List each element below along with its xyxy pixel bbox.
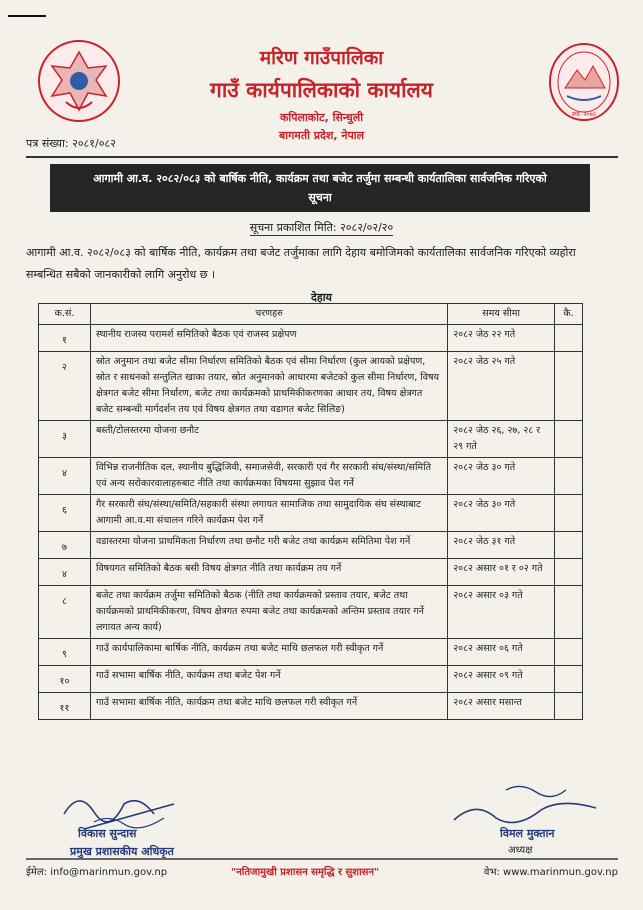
- cell-step: बस्ती/टोलस्तरमा योजना छनौट: [90, 421, 447, 458]
- cell-step: गाउँ सभामा बार्षिक नीति, कार्यक्रम तथा बजेट माथि छलफल गरी स्वीकृत गर्ने: [90, 693, 447, 720]
- cell-step: विभिन्न राजनीतिक दल, स्थानीय बुद्धिजिवी, समाजसेवी, सरकारी एवं गैर सरकारी संघ/संस्था/समिति एवं अन्य सरोकारवालाहरुबाट नीति तथा कार्यक्रमका विषयमा सुझाव पेश गर्ने: [90, 458, 447, 495]
- cell-sn: ३: [39, 421, 91, 458]
- cell-sn: ९: [39, 639, 91, 666]
- left-signatory-post: प्रमुख प्रशासकीय अधिकृत: [70, 845, 174, 858]
- table-row: [39, 458, 583, 495]
- header-divider: [26, 156, 618, 158]
- cell-sn: ४: [39, 458, 91, 495]
- cell-sn: ७: [39, 532, 91, 559]
- cell-date: २०८२ असार ०३ गते: [448, 586, 555, 639]
- top-dash: [8, 15, 46, 17]
- header-sn: क.सं.: [39, 304, 91, 325]
- cell-sn: २: [39, 352, 91, 421]
- cell-step: बजेट तथा कार्यक्रम तर्जुमा समितिको बैठक (नीति तथा कार्यक्रमको प्रस्ताव तयार, बजेट तथा कार्यक्रमको प्राथमिकीकरण, विषय क्षेत्रगत रुपमा बजेट तथा कार्यक्रमको अन्तिम प्रस्ताव तयार गर्ने लगायत अन्य कार्य): [90, 586, 447, 639]
- cell-step: स्रोत अनुमान तथा बजेट सीमा निर्धारण समितिको बैठक एवं सीमा निर्धारण (कुल आयको प्रक्षेपण, स्रोत र साधनको सन्तुलित खाका तयार, स्रोत अनुमानको आधारमा बजेटको कुल सीमा निर्धारण, विषय क्षेत्रगत बजेट सीमा निर्धारण, बजेट तथा कार्यक्रमको प्राथमिकीकरणका आधार तय, विषय क्षेत्रगत बजेट सम्बन्धी मार्गदर्शन तय एवं विषय क्षेत्रगत तथा वडागत बजेट सिलिङ): [90, 352, 447, 421]
- cell-remark: [554, 325, 582, 352]
- right-signatory-name: विमल मुक्तान: [500, 827, 555, 840]
- left-signatory-name: विकास सुन्दास: [78, 827, 137, 840]
- office-name: गाउँ कार्यपालिकाको कार्यालय: [210, 78, 433, 102]
- right-signatory-post: अध्यक्ष: [508, 845, 533, 856]
- table-row: [39, 559, 583, 586]
- footer-motto: "नतिजामुखी प्रशासन समृद्धि र सुशासन": [231, 867, 380, 878]
- cell-date: २०८२ जेठ ३० गते: [448, 458, 555, 495]
- table-row: [39, 495, 583, 532]
- cell-step: गाउँ कार्यपालिकामा बार्षिक नीति, कार्यक्रम तथा बजेट माथि छलफल गरी स्वीकृत गर्ने: [90, 639, 447, 666]
- table-row: [39, 693, 583, 720]
- cell-date: २०८२ जेठ ३१ गते: [448, 532, 555, 559]
- cell-step: गैर सरकारी संघ/संस्था/समिति/सहकारी संस्था लगायत सामाजिक तथा सामुदायिक संघ संस्थाबाट आगामी आ.व.मा संचालन गरिने कार्यक्रम पेश गर्ने: [90, 495, 447, 532]
- cell-date: २०८२ असार ०६ गते: [448, 639, 555, 666]
- table-row: [39, 352, 583, 421]
- cell-remark: [554, 586, 582, 639]
- publication-date: [0, 220, 643, 235]
- letter-number: पत्र संख्या: २०८१/०८२: [26, 137, 116, 150]
- logo-year: स्था. २०७३: [572, 111, 596, 118]
- municipality-name: मरिण गाउँपालिका: [259, 47, 384, 69]
- cell-date: २०८२ जेठ २२ गते: [448, 325, 555, 352]
- cell-step: वडास्तरमा योजना प्राथमिकता निर्धारण तथा छनौट गरी बजेट तथा कार्यक्रम समितिमा पेश गर्ने: [90, 532, 447, 559]
- cell-date: २०८२ जेठ ३० गते: [448, 495, 555, 532]
- cell-sn: १: [39, 325, 91, 352]
- cell-remark: [554, 421, 582, 458]
- footer-email[interactable]: ईमेल: info@marinmun.gov.np: [26, 867, 168, 878]
- table-row: [39, 586, 583, 639]
- cell-step: विषयगत समितिको बैठक बसी विषय क्षेत्रगत नीति तथा कार्यक्रम तय गर्ने: [90, 559, 447, 586]
- cell-step: स्थानीय राजस्व परामर्श समितिको बैठक एवं राजस्व प्रक्षेपण: [90, 325, 447, 352]
- address-line-2: बागमती प्रदेश, नेपाल: [278, 129, 365, 142]
- table-row: [39, 666, 583, 693]
- table-row: [39, 421, 583, 458]
- cell-remark: [554, 639, 582, 666]
- cell-remark: [554, 495, 582, 532]
- cell-date: २०८२ जेठ २५ गते: [448, 352, 555, 421]
- notice-banner: आगामी आ.व. २०८२/०८३ को बार्षिक नीति, कार्यक्रम तथा बजेट तर्जुमा सम्बन्धी कार्यतालिका सार्वजनिक गरिएको सूचना: [50, 164, 590, 212]
- cell-date: २०८२ असार ०१ र ०२ गते: [448, 559, 555, 586]
- footer-website[interactable]: वेभ: www.marinmun.gov.np: [483, 867, 618, 878]
- cell-remark: [554, 559, 582, 586]
- cell-date: २०८२ जेठ २६, २७, २८ र २९ गते: [448, 421, 555, 458]
- header-remark: कै.: [554, 304, 582, 325]
- cell-sn: १०: [39, 666, 91, 693]
- table-row: [39, 532, 583, 559]
- cell-sn: ४: [39, 559, 91, 586]
- cell-remark: [554, 352, 582, 421]
- cell-sn: ८: [39, 586, 91, 639]
- footer-divider: [26, 858, 618, 860]
- cell-step: गाउँ सभामा बार्षिक नीति, कार्यक्रम तथा बजेट पेश गर्ने: [90, 666, 447, 693]
- cell-sn: ११: [39, 693, 91, 720]
- cell-remark: [554, 458, 582, 495]
- table-row: [39, 639, 583, 666]
- table-header-row: [39, 304, 583, 325]
- header-step: चरणहरु: [90, 304, 447, 325]
- publication-date-text: सूचना प्रकाशित मिति: २०८२/०२/२०: [249, 221, 394, 234]
- cell-date: २०८२ असार ०९ गते: [448, 666, 555, 693]
- schedule-table: [38, 303, 583, 720]
- cell-remark: [554, 693, 582, 720]
- cell-remark: [554, 532, 582, 559]
- header-date: समय सीमा: [448, 304, 555, 325]
- address-line-1: कपिलाकोट, सिन्धुली: [279, 111, 364, 124]
- table-row: [39, 325, 583, 352]
- section-heading-text: देहाय: [311, 291, 332, 304]
- cell-date: २०८२ असार मसान्त: [448, 693, 555, 720]
- intro-paragraph: आगामी आ.व. २०८२/०८३ को बार्षिक नीति, कार्यक्रम तथा बजेट तर्जुमाका लागि देहाय बमोजिमको कार्यतालिका सार्वजनिक गरिएको व्यहोरा सम्बन्धित सबैको जानकारीको लागि अनुरोध छ ।: [26, 246, 576, 281]
- cell-remark: [554, 666, 582, 693]
- cell-sn: ६: [39, 495, 91, 532]
